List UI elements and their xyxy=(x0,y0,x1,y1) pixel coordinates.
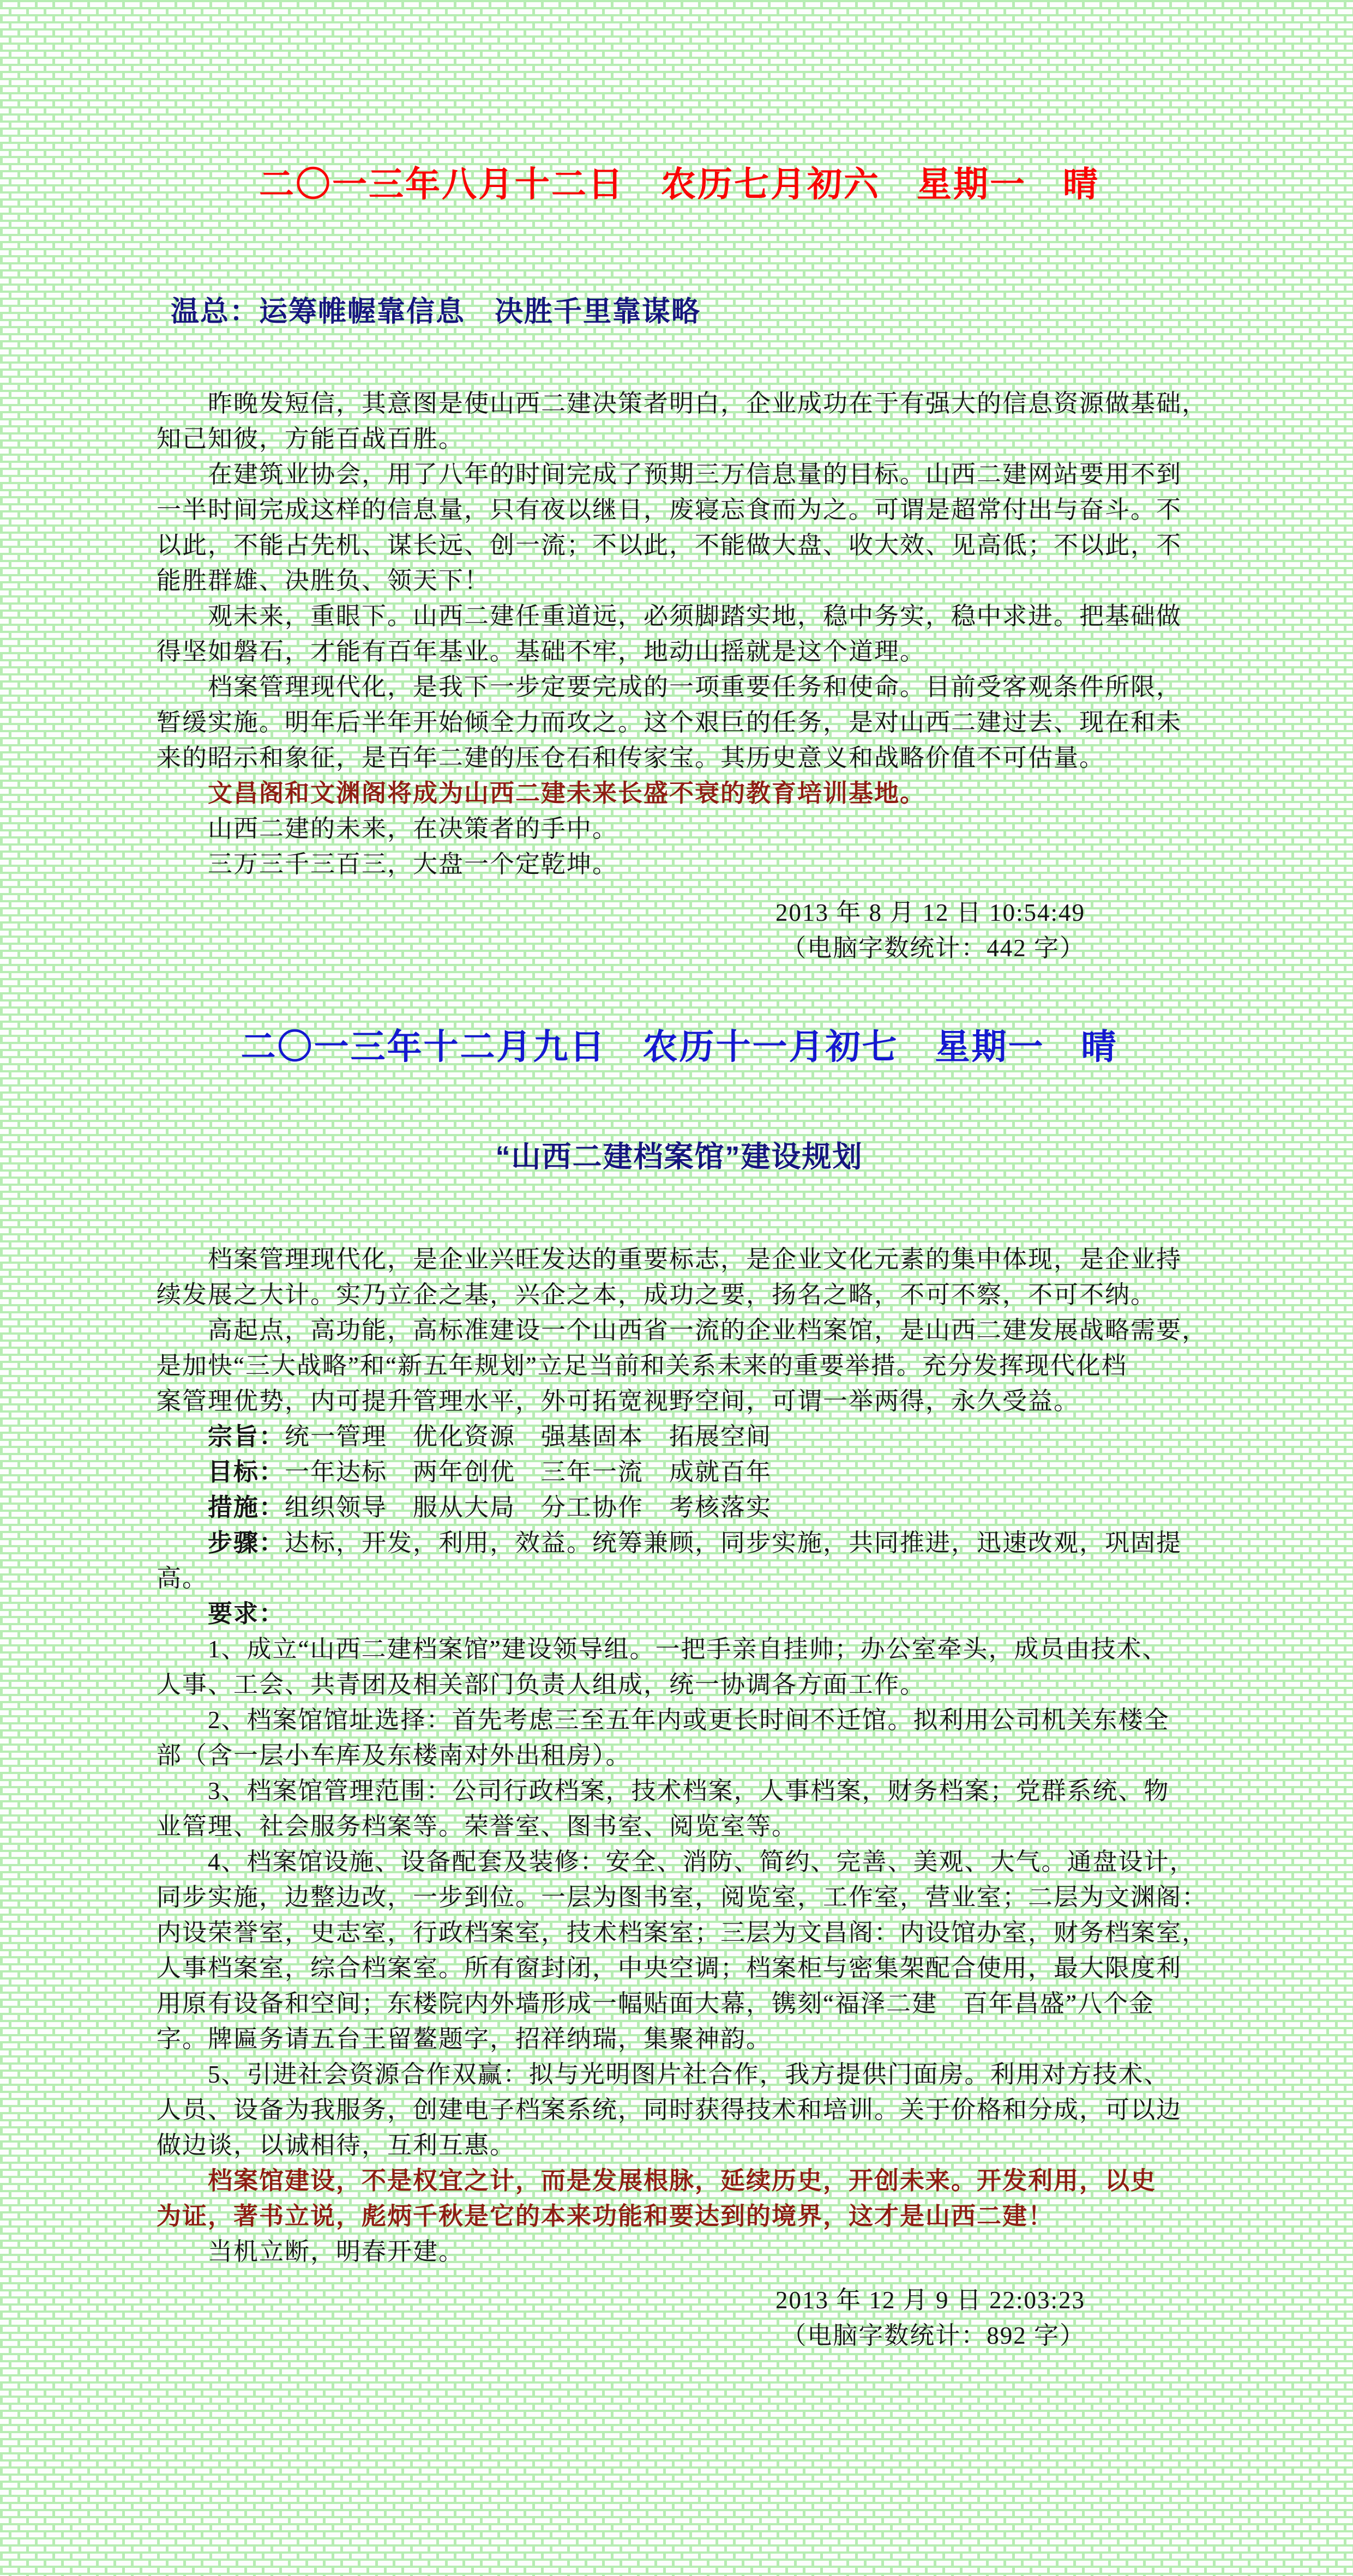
text-line: 1、成立“山西二建档案馆”建设领导组。一把手亲自挂帅；办公室牵头，成员由技术、 xyxy=(208,1635,1168,1663)
text-line: 内设荣誉室，史志室，行政档案室，技术档案室；三层为文昌阁：内设馆办室，财务档案室， xyxy=(157,1919,1208,1946)
text-line: 高起点，高功能，高标准建设一个山西省一流的企业档案馆，是山西二建发展战略需要， xyxy=(208,1316,1208,1344)
text-line: 文昌阁和文渊阁将成为山西二建未来长盛不衰的教育培训基地。 xyxy=(208,779,926,807)
text-line: 人事、工会、共青团及相关部门负责人组成，统一协调各方面工作。 xyxy=(157,1670,926,1698)
text-line: 4、档案馆设施、设备配套及装修：安全、消防、简约、完善、美观、大气。通盘设计， xyxy=(208,1848,1195,1875)
text-line: 案管理优势，内可提升管理水平，外可拓宽视野空间，可谓一举两得，永久受益。 xyxy=(157,1387,1080,1415)
line-label: 目标： xyxy=(208,1458,285,1486)
text-line: 当机立断，明春开建。 xyxy=(208,2237,465,2265)
line-label: 措施： xyxy=(208,1493,285,1521)
text-line: 知己知彼，方能百战百胜。 xyxy=(157,425,465,453)
entry2-stamp xyxy=(157,2283,1202,2354)
text-line: 一半时间完成这样的信息量，只有夜以继日，废寝忘食而为之。可谓是超常付出与奋斗。不 xyxy=(157,496,1182,523)
text-line: 山西二建的未来，在决策者的手中。 xyxy=(208,815,618,842)
text-line: 部（含一层小车库及东楼南对外出租房）。 xyxy=(157,1741,632,1769)
text-line: 做边谈，以诚相待，互利互惠。 xyxy=(157,2131,516,2159)
text-line: 3、档案馆管理范围：公司行政档案，技术档案，人事档案，财务档案；党群系统、物 xyxy=(208,1777,1170,1805)
entry2-title: 二〇一三年十二月九日 农历十一月初七 星期一 晴 xyxy=(240,1027,1118,1066)
entry1-title: 二〇一三年八月十二日 农历七月初六 星期一 晴 xyxy=(259,165,1099,204)
text-line: 昨晚发短信，其意图是使山西二建决策者明白，企业成功在于有强大的信息资源做基础， xyxy=(208,389,1208,417)
text-line: 档案管理现代化，是企业兴旺发达的重要标志，是企业文化元素的集中体现，是企业持 xyxy=(208,1245,1182,1273)
text-line: 档案管理现代化，是我下一步定要完成的一项重要任务和使命。目前受客观条件所限， xyxy=(208,673,1182,701)
entry2-subheading: “山西二建档案馆”建设规划 xyxy=(495,1140,863,1173)
entry1-body-text xyxy=(157,386,1208,882)
text-line: 5、引进社会资源合作双赢：拟与光明图片社合作，我方提供门面房。利用对方技术、 xyxy=(208,2060,1170,2088)
entry2-body-text xyxy=(157,1242,1208,2270)
entry1-word-count: （电脑字数统计：442 字） xyxy=(781,934,1085,962)
text-line: 措施：组织领导 服从大局 分工协作 考核落实 xyxy=(208,1493,772,1521)
entry1-stamp xyxy=(157,895,1202,966)
text-line: 人员、设备为我服务，创建电子档案系统，同时获得技术和培训。关于价格和分成，可以边 xyxy=(157,2096,1182,2123)
entry2-word-count: （电脑字数统计：892 字） xyxy=(781,2321,1085,2349)
entry2-datetime: 2013 年 12 月 9 日 22:03:23 xyxy=(775,2286,1085,2314)
text-line: 是加快“三大战略”和“新五年规划”立足当前和关系未来的重要举措。充分发挥现代化档 xyxy=(157,1352,1127,1379)
text-line: 宗旨：统一管理 优化资源 强基固本 拓展空间 xyxy=(208,1422,772,1450)
text-line: 步骤：达标，开发，利用，效益。统筹兼顾，同步实施，共同推进，迅速改观，巩固提 xyxy=(208,1529,1182,1557)
text-line: 用原有设备和空间；东楼院内外墙形成一幅贴面大幕，镌刻“福泽二建 百年昌盛”八个金 xyxy=(157,1989,1154,2017)
text-line: 字。牌匾务请五台王留鳌题字，招祥纳瑞，集聚神韵。 xyxy=(157,2025,772,2053)
text-line: 同步实施，边整边改，一步到位。一层为图书室，阅览室，工作室，营业室；二层为文渊阁： xyxy=(157,1883,1208,1911)
text-line: 以此，不能占先机、谋长远、创一流；不以此，不能做大盘、收大效、见高低；不以此，不 xyxy=(157,531,1182,559)
diary-entry-2 xyxy=(157,1026,1208,2354)
entry1-motto: 温总：运筹帷幄靠信息 决胜千里靠谋略 xyxy=(171,295,701,328)
text-line: 高。 xyxy=(157,1564,208,1592)
text-line: 暂缓实施。明年后半年开始倾全力而攻之。这个艰巨的任务，是对山西二建过去、现在和未 xyxy=(157,708,1182,736)
line-label: 步骤： xyxy=(208,1529,285,1557)
text-line: 在建筑业协会，用了八年的时间完成了预期三万信息量的目标。山西二建网站要用不到 xyxy=(208,460,1182,488)
text-line: 能胜群雄、决胜负、领天下！ xyxy=(157,566,490,594)
text-line: 三万三千三百三，大盘一个定乾坤。 xyxy=(208,850,618,878)
text-line: 业管理、社会服务档案等。荣誉室、图书室、阅览室等。 xyxy=(157,1812,798,1840)
line-label: 要求： xyxy=(208,1600,285,1627)
text-line xyxy=(157,1596,1202,1632)
diary-entry-1 xyxy=(157,164,1208,966)
line-label: 宗旨： xyxy=(208,1422,285,1450)
text-line: 来的昭示和象征，是百年二建的压仓石和传家宝。其历史意义和战略价值不可估量。 xyxy=(157,744,1105,771)
text-line: 目标：一年达标 两年创优 三年一流 成就百年 xyxy=(208,1458,772,1486)
text-line: 人事档案室，综合档案室。所有窗封闭，中央空调；档案柜与密集架配合使用，最大限度利 xyxy=(157,1954,1182,1982)
text-line: 为证，著书立说，彪炳千秋是它的本来功能和要达到的境界，这才是山西二建！ xyxy=(157,2202,1054,2230)
text-line: 档案馆建设，不是权宜之计，而是发展根脉，延续历史，开创未来。开发利用，以史 xyxy=(208,2167,1157,2194)
entry1-datetime: 2013 年 8 月 12 日 10:54:49 xyxy=(775,898,1085,926)
text-line: 2、档案馆馆址选择：首先考虑三至五年内或更长时间不迁馆。拟利用公司机关东楼全 xyxy=(208,1706,1170,1734)
text-line: 得坚如磐石，才能有百年基业。基础不牢，地动山摇就是这个道理。 xyxy=(157,637,926,665)
text-line: 观未来，重眼下。山西二建任重道远，必须脚踏实地，稳中务实，稳中求进。把基础做 xyxy=(208,602,1182,630)
text-line: 续发展之大计。实乃立企之基，兴企之本，成功之要，扬名之略，不可不察，不可不纳。 xyxy=(157,1281,1157,1308)
